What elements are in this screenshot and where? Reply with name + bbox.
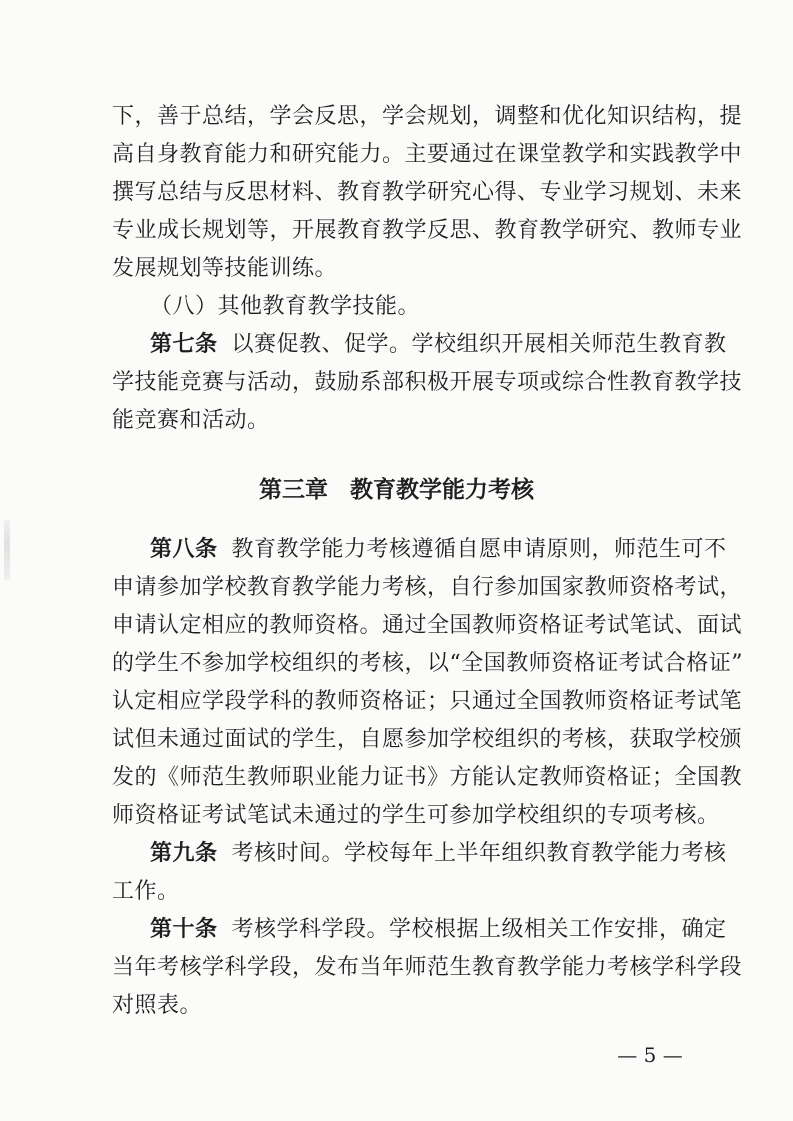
paragraph-line: 对照表。 <box>112 993 203 1018</box>
article-ten-text: 考核学科学段。学校根据上级相关工作安排，确定 <box>231 917 727 942</box>
paragraph-line: 专业成长规划等，开展教育教学反思、教育教学研究、教师专业 <box>112 218 743 243</box>
article-seven-label: 第七条 <box>150 332 218 357</box>
paragraph-line: 发的《师范生教师职业能力证书》方能认定教师资格证；全国教 <box>112 765 743 790</box>
article-nine-label: 第九条 <box>150 841 218 866</box>
page-number: — 5 — <box>617 1043 683 1067</box>
paragraph-line: 高自身教育能力和研究能力。主要通过在课堂教学和实践教学中 <box>112 142 743 167</box>
article-ten-label: 第十条 <box>150 917 218 942</box>
paragraph-line: 申请认定相应的教师资格。通过全国教师资格证考试笔试、面试 <box>112 613 743 638</box>
paragraph-line: 工作。 <box>112 879 180 904</box>
item-eight: （八）其他教育教学技能。 <box>150 294 421 319</box>
paragraph-line: 的学生不参加学校组织的考核，以“全国教师资格证考试合格证” <box>112 651 743 676</box>
chapter-heading <box>0 470 793 510</box>
article-nine-first-line <box>112 835 727 873</box>
paragraph-line: 能竞赛和活动。 <box>112 408 270 433</box>
article-seven-first-line <box>112 326 727 364</box>
article-seven-text: 以赛促教、促学。学校组织开展相关师范生教育教 <box>231 332 727 357</box>
paragraph-line: 认定相应学段学科的教师资格证；只通过全国教师资格证考试笔 <box>112 689 743 714</box>
paragraph-line: 师资格证考试笔试未通过的学生可参加学校组织的专项考核。 <box>112 803 720 828</box>
article-eight-text: 教育教学能力考核遵循自愿申请原则，师范生可不 <box>231 537 727 562</box>
section-bottom <box>112 531 743 1025</box>
article-eight-label: 第八条 <box>150 537 218 562</box>
paragraph-line: 当年考核学科学段，发布当年师范生教育教学能力考核学科学段 <box>112 955 743 980</box>
article-ten-first-line <box>112 911 727 949</box>
paragraph-line: 学技能竞赛与活动，鼓励系部积极开展专项或综合性教育教学技 <box>112 370 743 395</box>
article-eight-first-line <box>112 531 727 569</box>
scan-artifact <box>4 520 10 580</box>
chapter-title: 教育教学能力考核 <box>350 477 534 503</box>
section-top <box>112 98 743 440</box>
paragraph-line: 撰写总结与反思材料、教育教学研究心得、专业学习规划、未来 <box>112 180 743 205</box>
chapter-number: 第三章 <box>259 477 328 503</box>
paragraph-line: 下，善于总结，学会反思，学会规划，调整和优化知识结构，提 <box>112 104 743 129</box>
paragraph-line: 申请参加学校教育教学能力考核，自行参加国家教师资格考试， <box>112 575 743 600</box>
paragraph-line: 试但未通过面试的学生，自愿参加学校组织的考核，获取学校颁 <box>112 727 743 752</box>
paragraph-line: 发展规划等技能训练。 <box>112 256 338 281</box>
article-nine-text: 考核时间。学校每年上半年组织教育教学能力考核 <box>231 841 727 866</box>
